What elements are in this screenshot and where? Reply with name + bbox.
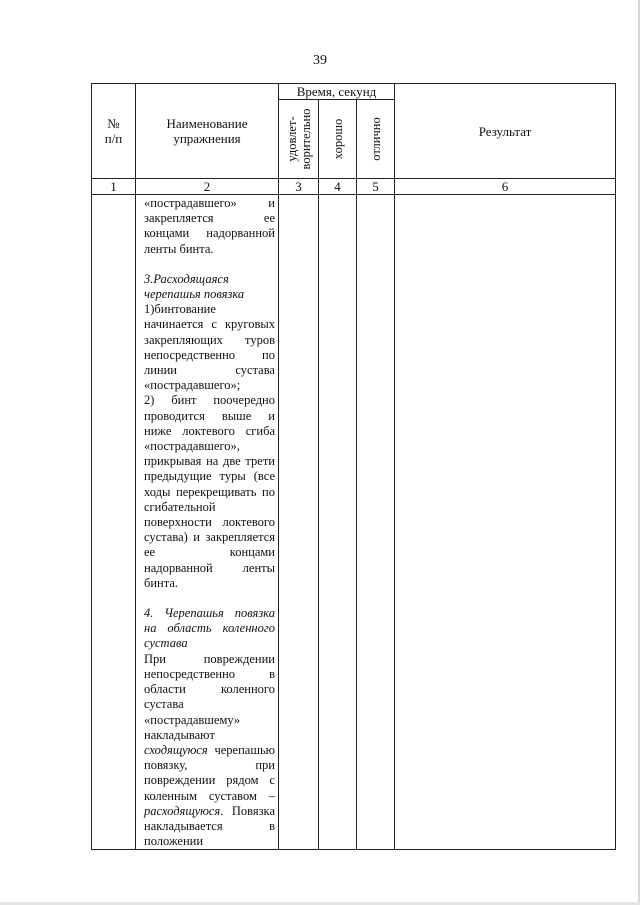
description-line: При повреждении bbox=[144, 651, 275, 666]
description-line: повязку, при bbox=[144, 758, 275, 773]
description-line: непосредственно по bbox=[144, 347, 275, 362]
description-line: проводится выше и bbox=[144, 408, 275, 423]
description-line: ниже локтевого сгиба bbox=[144, 423, 275, 438]
description-line: поверхности локтевого bbox=[144, 515, 275, 530]
description-line: непосредственно в bbox=[144, 666, 275, 681]
body-cell-result bbox=[395, 195, 616, 850]
col-number-6: 6 bbox=[395, 179, 616, 195]
description-line: закрепляется ее bbox=[144, 211, 275, 226]
exercise-description bbox=[136, 195, 278, 849]
header-time-group bbox=[279, 84, 395, 100]
description-line: начинается с круговых bbox=[144, 317, 275, 332]
description-line: ходы перекрещивать по bbox=[144, 484, 275, 499]
body-cell-description bbox=[136, 195, 279, 850]
body-cell-time-satisfactory bbox=[279, 195, 319, 850]
exercise-table bbox=[91, 83, 616, 850]
body-cell-time-excellent bbox=[357, 195, 395, 850]
col-number-1: 1 bbox=[92, 179, 136, 195]
description-line: прикрывая на две трети bbox=[144, 454, 275, 469]
description-line: ленты бинта. bbox=[144, 241, 214, 256]
description-line: «пострадавшего» и bbox=[144, 196, 275, 210]
header-name-text: Наименование упражнения bbox=[166, 116, 248, 146]
description-line: 2) бинт поочередно bbox=[144, 393, 275, 408]
header-name bbox=[136, 84, 279, 179]
page-number: 39 bbox=[313, 53, 327, 68]
description-line: 3.Расходящаяся bbox=[144, 271, 229, 286]
col-number-2: 2 bbox=[136, 179, 279, 195]
header-time-group-text: Время, секунд bbox=[296, 84, 377, 99]
description-line: «пострадавшему» bbox=[144, 712, 241, 727]
description-line: «пострадавшего»; bbox=[144, 378, 241, 393]
description-line: надорванной ленты bbox=[144, 560, 275, 575]
header-time-good bbox=[319, 100, 357, 179]
header-num-text: № п/п bbox=[104, 116, 123, 146]
description-line: ее концами bbox=[144, 545, 275, 560]
description-line: на область коленного bbox=[144, 621, 275, 636]
description-line: накладывают bbox=[144, 727, 215, 742]
header-num bbox=[92, 84, 136, 179]
description-line: области коленного bbox=[144, 682, 275, 697]
header-result bbox=[395, 84, 616, 179]
col-number-5: 5 bbox=[357, 179, 395, 195]
description-line: 4. Черепашья повязка bbox=[144, 606, 275, 621]
description-line: концами надорванной bbox=[144, 226, 275, 241]
description-line: предыдущие туры (все bbox=[144, 469, 275, 484]
description-line: коленным суставом – bbox=[144, 788, 275, 803]
header-time-satisfactory bbox=[279, 100, 319, 179]
description-line: сгибательной bbox=[144, 499, 216, 514]
description-line: закрепляющих туров bbox=[144, 332, 275, 347]
description-line: сустава bbox=[144, 636, 188, 651]
body-cell-time-good bbox=[319, 195, 357, 850]
col-number-4: 4 bbox=[319, 179, 357, 195]
col-number-3: 3 bbox=[279, 179, 319, 195]
paragraph-gap bbox=[144, 257, 275, 272]
body-cell-num bbox=[92, 195, 136, 850]
description-line: расходящуюся. Повязка bbox=[144, 803, 275, 818]
description-line: сходящуюся черепашью bbox=[144, 742, 275, 757]
description-line: повреждении рядом с bbox=[144, 773, 275, 788]
description-line: черепашья повязка bbox=[144, 287, 245, 302]
header-time-good-text: хорошо bbox=[330, 118, 345, 160]
description-line: положении bbox=[144, 834, 204, 849]
description-line: 1)бинтование bbox=[144, 302, 216, 317]
description-line: «пострадавшего», bbox=[144, 439, 240, 454]
description-line: бинта. bbox=[144, 575, 179, 590]
paragraph-gap bbox=[144, 591, 275, 606]
header-result-text: Результат bbox=[478, 123, 532, 139]
description-line: линии сустава bbox=[144, 363, 275, 378]
description-line: сустава) и закрепляется bbox=[144, 530, 275, 545]
description-line: накладывается в bbox=[144, 818, 275, 833]
header-time-excellent-text: отлично bbox=[368, 117, 383, 161]
header-time-excellent bbox=[357, 100, 395, 179]
header-time-satisfactory-text: удовлет- ворительно bbox=[284, 108, 313, 170]
description-line: сустава bbox=[144, 697, 184, 712]
